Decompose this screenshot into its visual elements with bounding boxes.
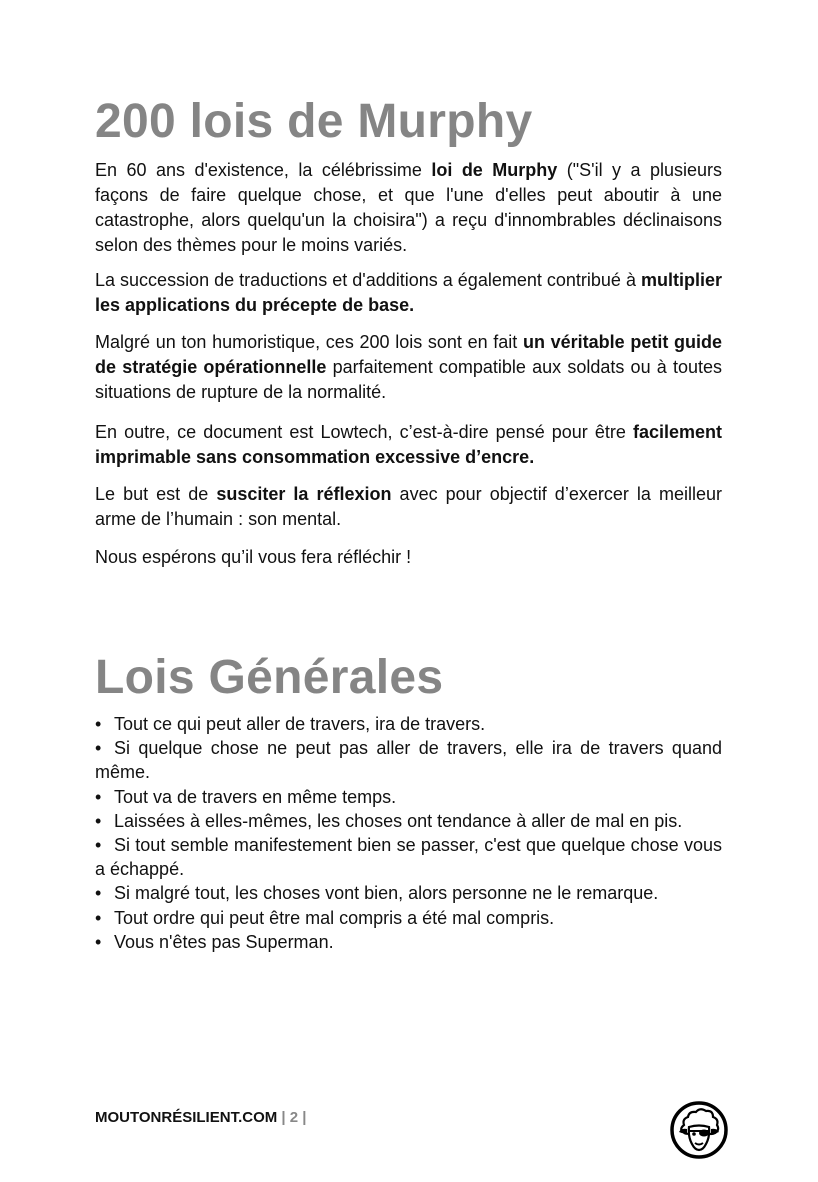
goal-text-end: avec pour objectif d’exercer la meilleur arme de l’humain : son mental. (95, 484, 722, 529)
list-item: • Laissées à elles-mêmes, les choses ont tendance à aller de mal en pis. (95, 809, 722, 833)
footer-site-link[interactable]: MOUTONRÉSILIENT.COM (95, 1109, 278, 1126)
bullet-icon: • (95, 907, 102, 928)
list-item: • Tout va de travers en même temps. (95, 785, 722, 809)
goal-bold: susciter la réflexion (216, 484, 392, 504)
goal-text-start: Le but est de (95, 484, 217, 504)
list-item: • Vous n'êtes pas Superman. (95, 930, 722, 954)
translations-text: La succession de traductions et d'additions a également contribué à (95, 270, 641, 290)
strategy-paragraph (95, 330, 722, 405)
bullet-icon: • (95, 714, 102, 734)
bullet-icon: • (95, 835, 102, 856)
bullet-icon: • (95, 738, 102, 759)
list-item: • Tout ce qui peut aller de travers, ira de travers. (95, 712, 722, 736)
intro-bold: loi de Murphy (431, 160, 558, 180)
intro-paragraph (95, 158, 722, 258)
translations-bold: multiplier les applications du précepte de base. (95, 270, 722, 315)
sheep-logo-icon (670, 1101, 728, 1159)
page-number: | 2 | (281, 1109, 307, 1126)
strategy-text-start: Malgré un ton humoristique, ces 200 lois sont en fait (95, 332, 523, 352)
list-item: • Tout ordre qui peut être mal compris a été mal compris. (95, 906, 722, 930)
intro-text-start: En 60 ans d'existence, la célébrissime (95, 160, 432, 180)
list-item: • Si quelque chose ne peut pas aller de travers, elle ira de travers quand même. (95, 738, 722, 783)
closing-paragraph: Nous espérons qu’il vous fera réfléchir ! (95, 547, 412, 567)
strategy-text-end: parfaitement compatible aux soldats ou à toutes situations de rupture de la normalité. (95, 357, 723, 402)
general-laws-list (95, 712, 722, 954)
list-item: • Si tout semble manifestement bien se passer, c'est que quelque chose vous a échappé. (95, 835, 722, 880)
list-item: • Si malgré tout, les choses vont bien, alors personne ne le remarque. (95, 881, 722, 905)
page-footer (95, 1109, 306, 1126)
section-title-lois-generales: Lois Générales (95, 651, 444, 704)
bullet-icon: • (95, 883, 102, 904)
bullet-icon: • (95, 810, 102, 831)
lowtech-text: En outre, ce document est Lowtech, c’est-à-dire pensé pour être (95, 422, 633, 442)
goal-paragraph (95, 482, 722, 532)
lowtech-bold: facilement imprimable sans consommation excessive d’encre. (95, 422, 722, 467)
section-title-murphy: 200 lois de Murphy (95, 95, 533, 148)
bullet-icon: • (95, 786, 102, 807)
strategy-bold: un véritable petit guide de stratégie opérationnelle (95, 332, 722, 377)
lowtech-paragraph (95, 420, 722, 470)
translations-paragraph (95, 268, 722, 318)
intro-text-end: ("S'il y a plusieurs façons de faire quelque chose, et que l'une d'elles peut aboutir à une catastrophe, alors quelqu'un la choisira") a reçu d'innombrables déclinaisons selon des thèmes pour le moins variés. (95, 160, 722, 255)
bullet-icon: • (95, 931, 102, 952)
